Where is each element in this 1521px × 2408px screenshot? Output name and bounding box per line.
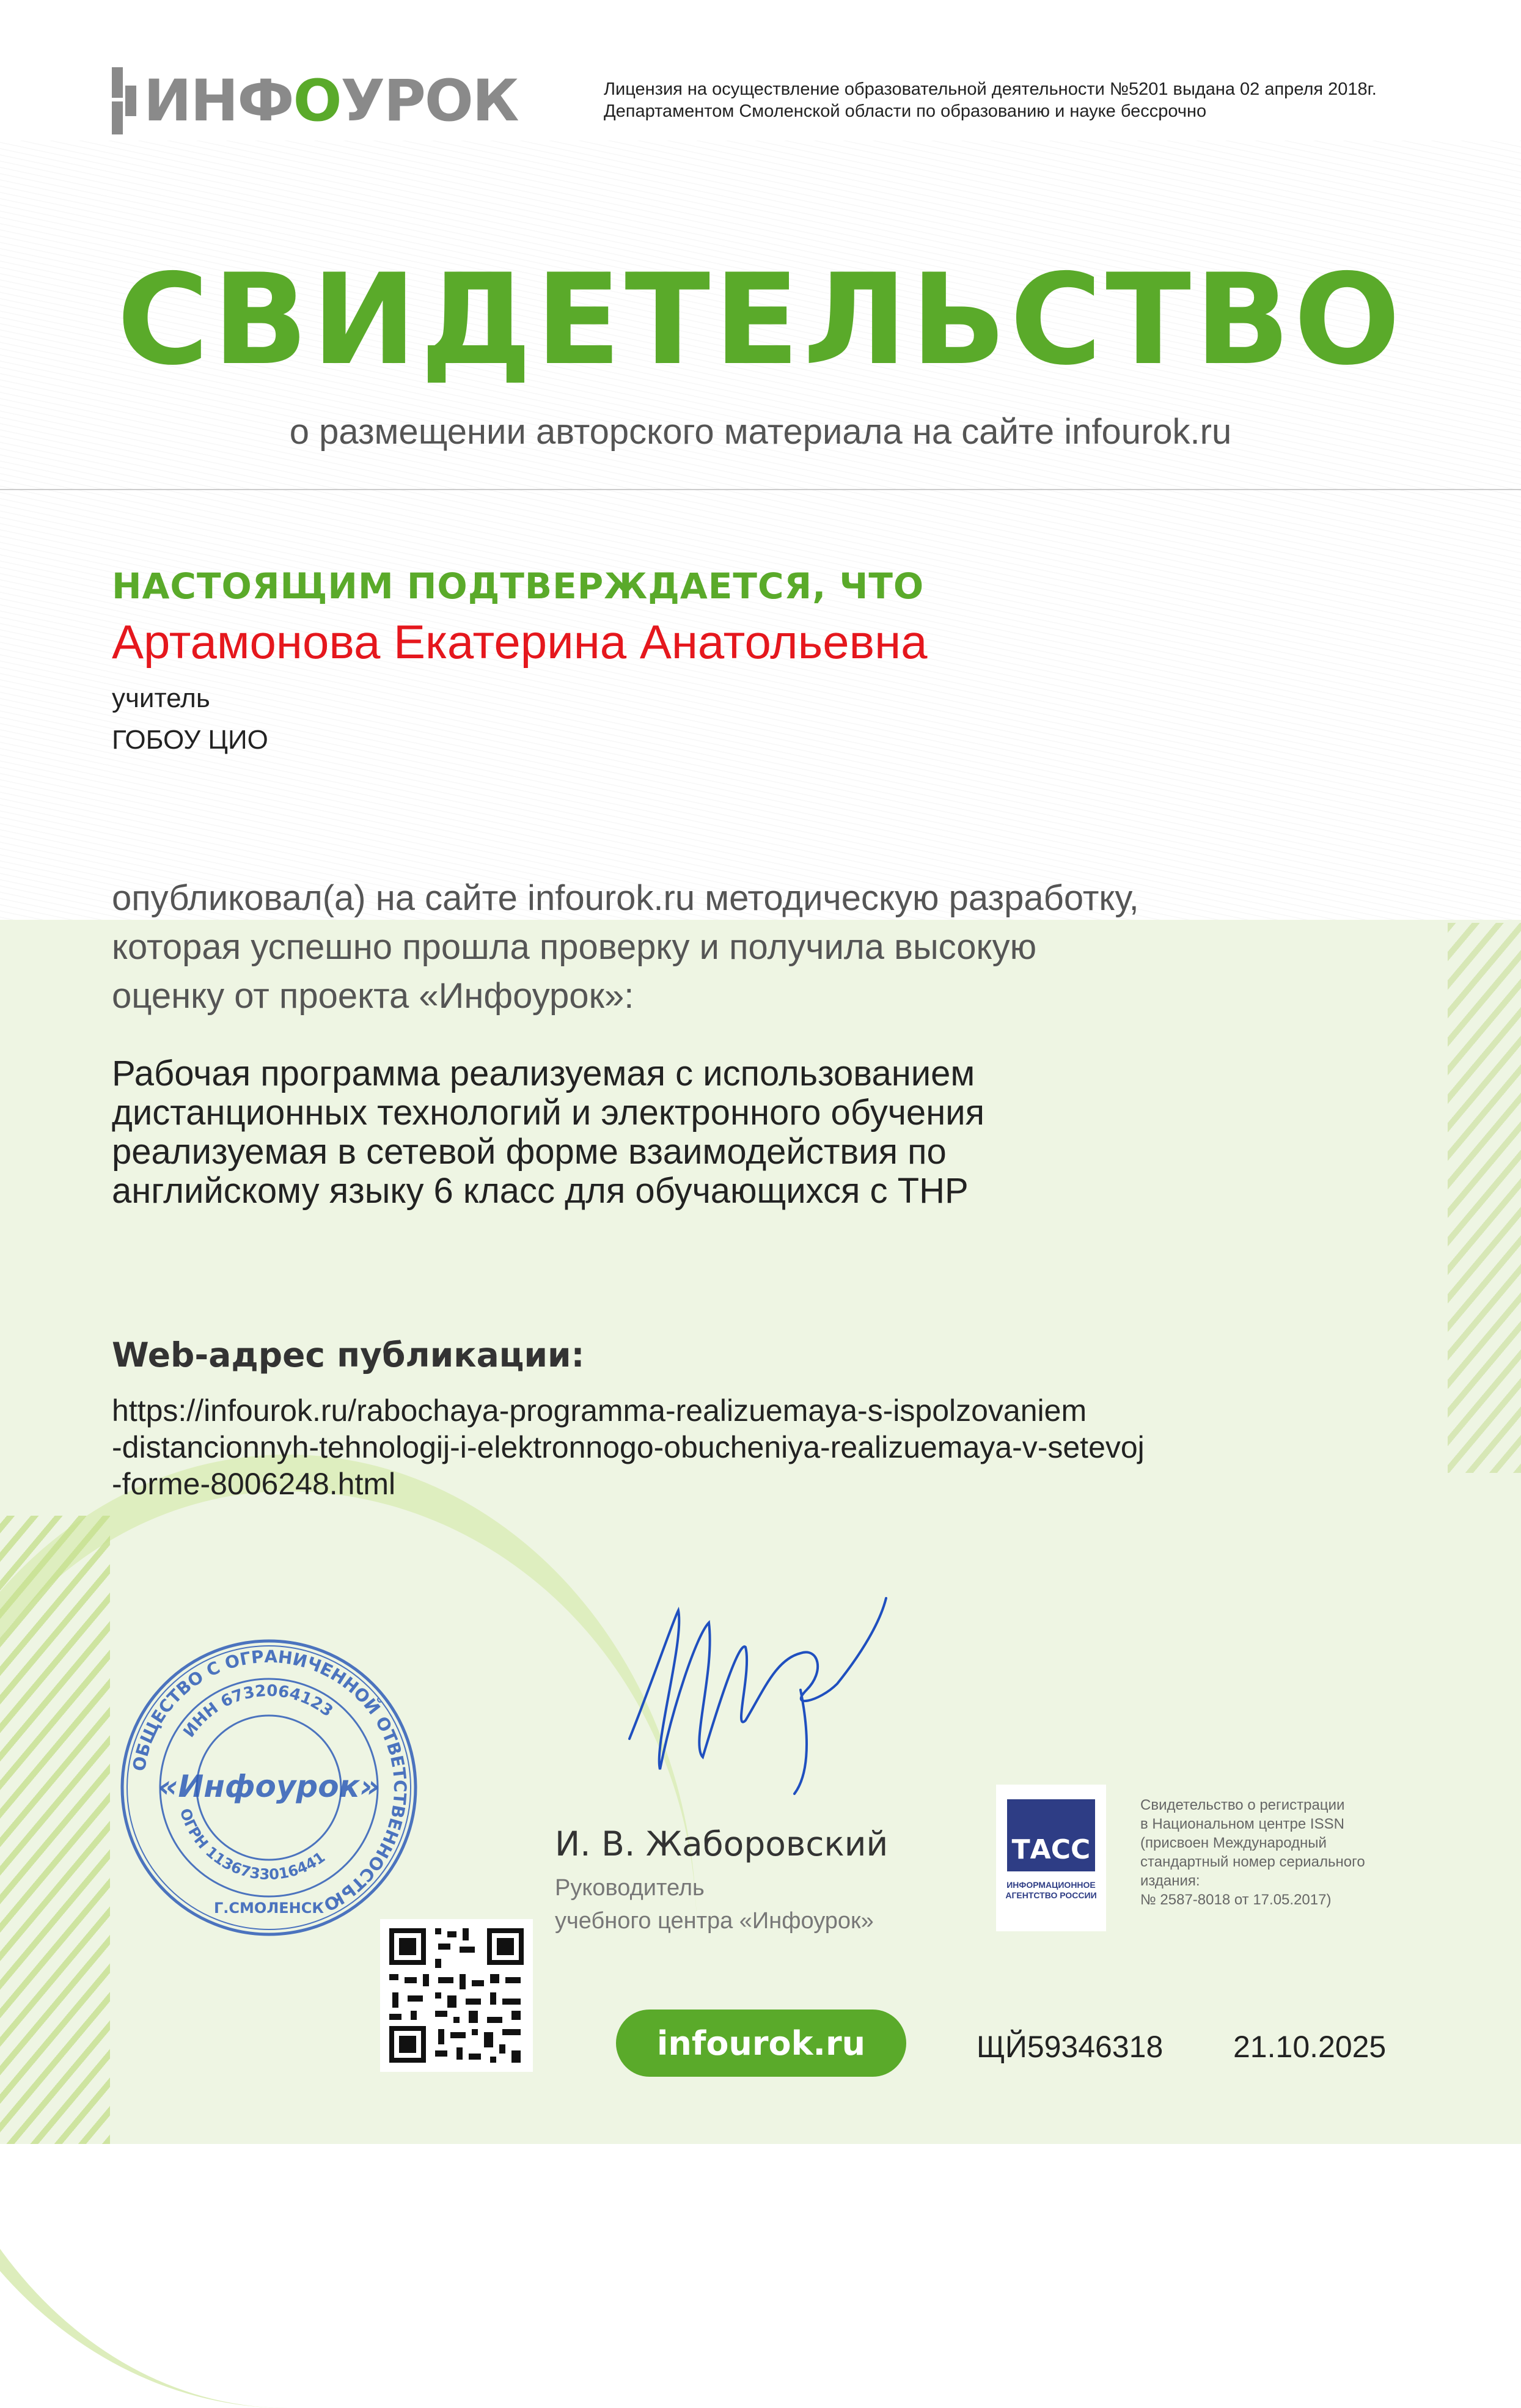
license-line-1: Лицензия на осуществление образовательной деятельности №5201 выдана 02 апреля 2018г.	[604, 79, 1377, 99]
recipient-name: Артамонова Екатерина Анатольевна	[112, 615, 928, 669]
publication-statement	[112, 874, 1273, 1021]
organization-stamp	[116, 1635, 422, 1940]
logo-text-part2: О	[293, 67, 341, 134]
license-info	[604, 78, 1484, 122]
certificate-number: ЩЙ59346318	[977, 2030, 1164, 2064]
recipient-position: учитель	[112, 683, 210, 713]
recipient-organization: ГОБОУ ЦИО	[112, 725, 268, 755]
background-stripes-right	[1448, 923, 1521, 1473]
web-url-line: https://infourok.ru/rabochaya-programma-realizuemaya-s-ispolzovaniem	[112, 1393, 1087, 1428]
publication-line: оценку от проекта «Инфоурок»:	[112, 976, 634, 1016]
web-address-url[interactable]	[112, 1392, 1456, 1502]
tass-caption	[1001, 1880, 1101, 1901]
license-line-2: Департаментом Смоленской области по образованию и науке бессрочно	[604, 101, 1207, 121]
work-title-line: реализуемая в сетевой форме взаимодействия по	[112, 1132, 947, 1172]
signer-role-line: учебного центра «Инфоурок»	[555, 1908, 874, 1934]
web-url-line: -distancionnyh-tehnologij-i-elektronnogo-obucheniya-realizuemaya-v-setevoj	[112, 1430, 1145, 1464]
issn-line: в Национальном центре ISSN	[1140, 1816, 1344, 1832]
stamp-ogrn: ОГРН 1136733016441	[176, 1806, 329, 1884]
tass-caption-line: ИНФОРМАЦИОННОЕ	[1006, 1880, 1096, 1890]
signer-role	[555, 1871, 874, 1937]
signature-image	[617, 1586, 892, 1812]
tass-logo	[996, 1785, 1106, 1931]
issn-line: (присвоен Международный	[1140, 1835, 1327, 1851]
publication-line: которая успешно прошла проверку и получила высокую	[112, 927, 1037, 967]
stamp-inn: ИНН 6732064123	[180, 1681, 337, 1741]
svg-text:ИНН 6732064123	[180, 1682, 337, 1741]
confirmation-heading: НАСТОЯЩИМ ПОДТВЕРЖДАЕТСЯ, ЧТО	[112, 565, 925, 607]
infourok-logo	[112, 67, 518, 134]
issn-registration	[1140, 1796, 1434, 1909]
header-divider	[0, 489, 1521, 490]
web-url-line: -forme-8006248.html	[112, 1467, 396, 1501]
tass-logo-mark: ТАСС	[1007, 1799, 1095, 1871]
issn-line: стандартный номер сериального	[1140, 1854, 1365, 1870]
work-title-line: дистанционных технологий и электронного обучения	[112, 1093, 985, 1132]
logo-text-part3: УРОК	[340, 67, 518, 134]
stamp-center-text: «Инфоурок»	[158, 1769, 380, 1804]
work-title	[112, 1054, 1273, 1211]
qr-code-icon[interactable]	[380, 1919, 533, 2072]
stamp-ring-text: ОБЩЕСТВО С ОГРАНИЧЕННОЙ ОТВЕТСТВЕННОСТЬЮ	[128, 1646, 411, 1915]
background-stripes-left	[0, 1516, 110, 2144]
certificate-date: 21.10.2025	[1233, 2030, 1387, 2064]
publication-line: опубликовал(а) на сайте infourok.ru методическую разработку,	[112, 878, 1139, 918]
site-link-button[interactable]: infourok.ru	[616, 2010, 906, 2077]
issn-line: № 2587-8018 от 17.05.2017)	[1140, 1892, 1332, 1908]
tass-caption-line: АГЕНТСТВО РОССИИ	[1005, 1890, 1097, 1900]
issn-line: Свидетельство о регистрации	[1140, 1797, 1345, 1813]
logo-mark-icon	[112, 67, 137, 134]
signer-name: И. В. Жаборовский	[555, 1824, 889, 1863]
certificate-subtitle: о размещении авторского материала на сайте infourok.ru	[289, 412, 1232, 452]
work-title-line: Рабочая программа реализуемая с использованием	[112, 1054, 975, 1093]
logo-text-part1: ИНФ	[144, 67, 293, 134]
stamp-city: Г.СМОЛЕНСК	[214, 1900, 324, 1917]
signer-role-line: Руководитель	[555, 1875, 705, 1901]
issn-line: издания:	[1140, 1873, 1200, 1889]
web-address-label: Web-адрес публикации:	[112, 1335, 585, 1375]
work-title-line: английскому языку 6 класс для обучающихся с ТНР	[112, 1171, 969, 1211]
certificate-title: СВИДЕТЕЛЬСТВО	[117, 248, 1404, 393]
